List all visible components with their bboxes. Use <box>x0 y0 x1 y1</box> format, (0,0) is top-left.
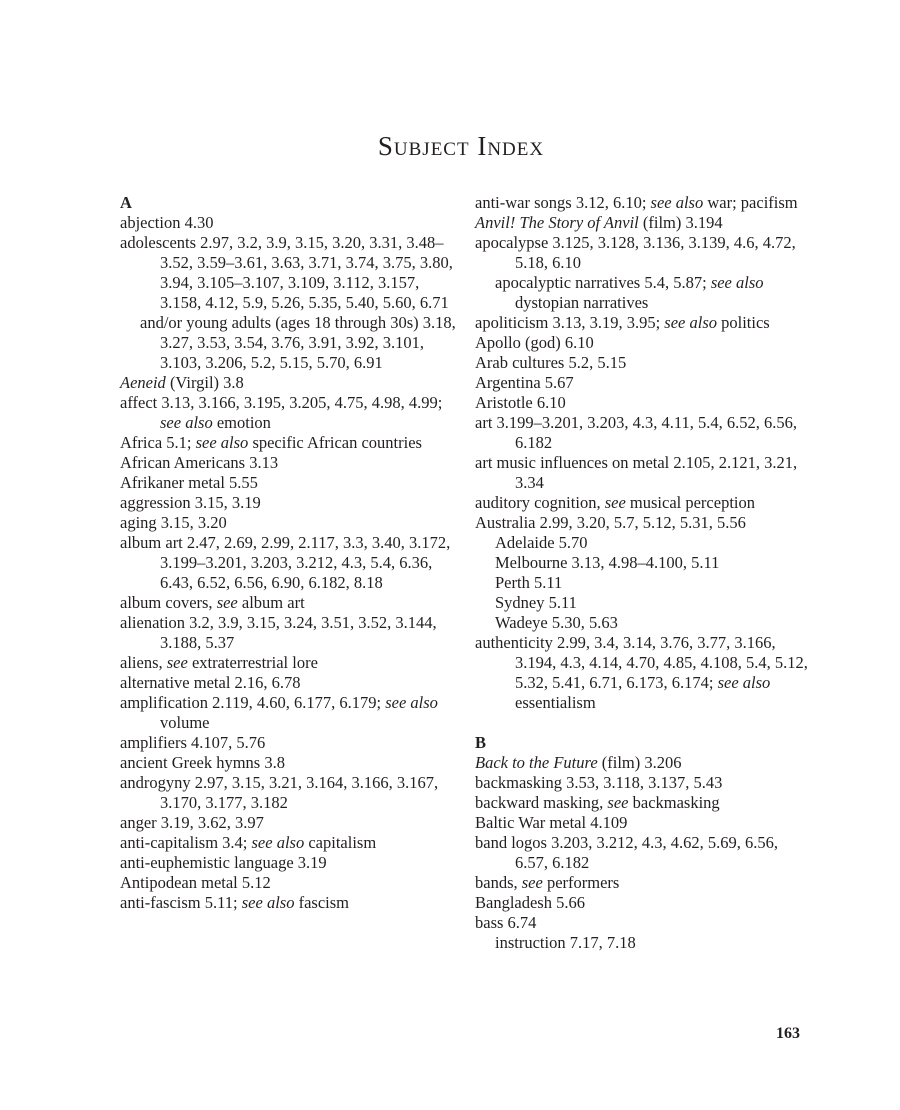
index-entry: bands, see performers <box>475 873 620 892</box>
index-entry: anti-capitalism 3.4; see also capitalism <box>120 833 377 852</box>
index-subentry: Melbourne 3.13, 4.98–4.100, 5.11 <box>495 553 720 572</box>
index-entry: aging 3.15, 3.20 <box>120 513 227 532</box>
index-entry: Aeneid (Virgil) 3.8 <box>120 373 244 392</box>
index-entry: bass 6.74 <box>475 913 537 932</box>
index-subentry: Sydney 5.11 <box>495 593 577 612</box>
index-subentry: Adelaide 5.70 <box>495 533 588 552</box>
index-subentry: Perth 5.11 <box>495 573 563 592</box>
index-entry: album art 2.47, 2.69, 2.99, 2.117, 3.3, 3.40, 3.172, 3.199–3.201, 3.203, 3.212, 4.3, 5.4, 6.36, 6.43, 6.52, 6.56, 6.90, 6.182, 8.18 <box>120 533 451 592</box>
index-entry: anti-war songs 3.12, 6.10; see also war; pacifism <box>475 193 798 212</box>
index-subentry: apocalyptic narratives 5.4, 5.87; see also dystopian narratives <box>495 273 764 312</box>
index-entry: abjection 4.30 <box>120 213 214 232</box>
section-gap <box>475 713 815 733</box>
index-entry: backward masking, see backmasking <box>475 793 720 812</box>
index-entry: apoliticism 3.13, 3.19, 3.95; see also politics <box>475 313 770 332</box>
index-entry: Argentina 5.67 <box>475 373 574 392</box>
page-number: 163 <box>776 1025 800 1042</box>
section-letter: A <box>120 193 132 212</box>
index-entry: Baltic War metal 4.109 <box>475 813 628 832</box>
index-entry: Arab cultures 5.2, 5.15 <box>475 353 627 372</box>
index-entry: alternative metal 2.16, 6.78 <box>120 673 301 692</box>
index-entry: Bangladesh 5.66 <box>475 893 585 912</box>
index-entry: auditory cognition, see musical perception <box>475 493 755 512</box>
index-subentry: instruction 7.17, 7.18 <box>495 933 636 952</box>
section-letter: B <box>475 733 487 752</box>
index-entry: Africa 5.1; see also specific African countries <box>120 433 422 452</box>
index-entry: Afrikaner metal 5.55 <box>120 473 258 492</box>
index-column-right <box>475 193 815 953</box>
index-entry: anti-fascism 5.11; see also fascism <box>120 893 349 912</box>
index-entry: band logos 3.203, 3.212, 4.3, 4.62, 5.69, 6.56, 6.57, 6.182 <box>475 833 778 872</box>
index-entry: affect 3.13, 3.166, 3.195, 3.205, 4.75, 4.98, 4.99; see also emotion <box>120 393 443 432</box>
index-entry: anti-euphemistic language 3.19 <box>120 853 327 872</box>
index-entry: album covers, see album art <box>120 593 305 612</box>
index-entry: Apollo (god) 6.10 <box>475 333 594 352</box>
page-title: Subject Index <box>377 131 545 161</box>
index-entry: adolescents 2.97, 3.2, 3.9, 3.15, 3.20, 3.31, 3.48–3.52, 3.59–3.61, 3.63, 3.71, 3.74, 3.75, 3.80, 3.94, 3.105–3.107, 3.109, 3.112, 3.157, 3.158, 4.12, 5.9, 5.26, 5.35, 5.40, 5.60, 6.71 <box>120 233 453 312</box>
index-entry: Australia 2.99, 3.20, 5.7, 5.12, 5.31, 5.56 <box>475 513 746 532</box>
index-entry: art 3.199–3.201, 3.203, 4.3, 4.11, 5.4, 6.52, 6.56, 6.182 <box>475 413 798 452</box>
index-entry: ancient Greek hymns 3.8 <box>120 753 285 772</box>
index-entry: Antipodean metal 5.12 <box>120 873 271 892</box>
index-column-left <box>120 193 460 913</box>
index-subentry: Wadeye 5.30, 5.63 <box>495 613 618 632</box>
index-entry: art music influences on metal 2.105, 2.121, 3.21, 3.34 <box>475 453 798 492</box>
index-entry: authenticity 2.99, 3.4, 3.14, 3.76, 3.77, 3.166, 3.194, 4.3, 4.14, 4.70, 4.85, 4.108, 5.4, 5.12, 5.32, 5.41, 6.71, 6.173, 6.174; see also essentialism <box>475 633 808 712</box>
index-entry: aggression 3.15, 3.19 <box>120 493 261 512</box>
index-entry: Back to the Future (film) 3.206 <box>475 753 682 772</box>
index-entry: African Americans 3.13 <box>120 453 279 472</box>
index-subentry: and/or young adults (ages 18 through 30s) 3.18, 3.27, 3.53, 3.54, 3.76, 3.91, 3.92, 3.101, 3.103, 3.206, 5.2, 5.15, 5.70, 6.91 <box>140 313 456 372</box>
index-entry: Aristotle 6.10 <box>475 393 566 412</box>
index-entry: aliens, see extraterrestrial lore <box>120 653 318 672</box>
index-entry: androgyny 2.97, 3.15, 3.21, 3.164, 3.166, 3.167, 3.170, 3.177, 3.182 <box>120 773 439 812</box>
index-entry: Anvil! The Story of Anvil (film) 3.194 <box>475 213 723 232</box>
index-entry: apocalypse 3.125, 3.128, 3.136, 3.139, 4.6, 4.72, 5.18, 6.10 <box>475 233 796 272</box>
index-entry: amplification 2.119, 4.60, 6.177, 6.179; see also volume <box>120 693 438 732</box>
index-entry: alienation 3.2, 3.9, 3.15, 3.24, 3.51, 3.52, 3.144, 3.188, 5.37 <box>120 613 437 652</box>
index-entry: amplifiers 4.107, 5.76 <box>120 733 266 752</box>
index-entry: backmasking 3.53, 3.118, 3.137, 5.43 <box>475 773 723 792</box>
index-entry: anger 3.19, 3.62, 3.97 <box>120 813 264 832</box>
